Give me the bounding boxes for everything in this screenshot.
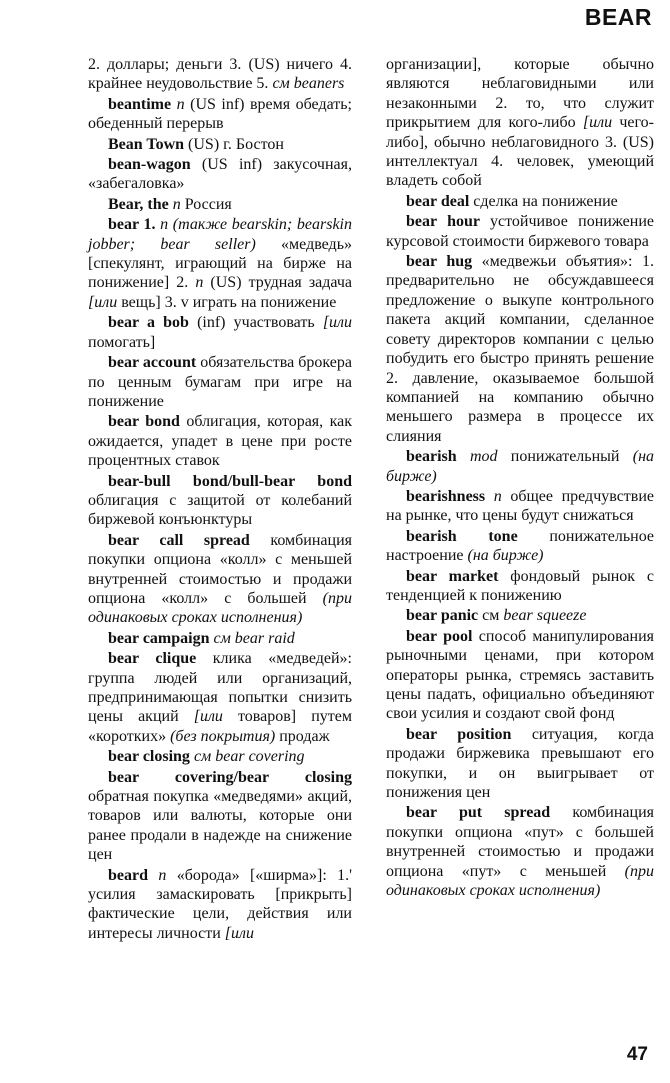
italic-label: n (также bearskin; bearskin jobber; bear seller) bbox=[88, 216, 352, 253]
definition-text: (US) г. Бостон bbox=[188, 135, 284, 153]
entry-bear-a-bob bbox=[88, 313, 352, 352]
italic-label: mod bbox=[469, 448, 511, 466]
entry-bear-pool bbox=[386, 627, 654, 724]
definition-text: общее предчувствие на рынке, что цены будут снижаться bbox=[386, 487, 655, 525]
italic-label: (на бирже) bbox=[467, 547, 544, 565]
italic-label: n bbox=[176, 95, 191, 113]
headword: bear campaign bbox=[108, 629, 214, 647]
entry-bear-clique bbox=[88, 649, 352, 746]
definition-text: понижательный bbox=[510, 448, 633, 466]
italic-label: n bbox=[172, 195, 185, 213]
entry-bearish bbox=[386, 447, 654, 486]
definition-text: Россия bbox=[184, 195, 232, 213]
headword: bear account bbox=[108, 354, 201, 372]
italic-label: n bbox=[158, 866, 177, 884]
headword: bear panic bbox=[406, 607, 483, 625]
definition-text: (US) трудная задача bbox=[210, 274, 352, 292]
italic-label: (при одинаковых сроках исполнения) bbox=[386, 862, 654, 900]
entry-bear-1 bbox=[88, 215, 352, 312]
headword: bear position bbox=[406, 725, 532, 743]
entry-bean-town bbox=[88, 135, 352, 154]
italic-label: см beaners bbox=[272, 75, 345, 93]
headword: bearish bbox=[406, 448, 470, 466]
definition-text: сделка на понижение bbox=[473, 192, 618, 210]
headword: bear covering/bear closing bbox=[108, 768, 352, 786]
definition-text: способ манипулирования рыночными ценами, при котором операторы рынка, стремясь заставить цены падать, официально объединяют свои усилия и создают свой фонд bbox=[386, 627, 654, 723]
entry-bear-market bbox=[386, 567, 654, 606]
headword: bear 1. bbox=[108, 216, 161, 234]
entry-bear-account bbox=[88, 353, 352, 411]
headword: bear market bbox=[406, 567, 511, 585]
definition-text: облигация, которая, как ожидается, упадет в цене при росте процентных ставок bbox=[88, 413, 352, 470]
definition-text: фондовый рынок с тенденцией к понижению bbox=[386, 567, 654, 604]
entry-bear-position bbox=[386, 725, 654, 803]
headword: beantime bbox=[108, 95, 177, 113]
italic-label: bear squeeze bbox=[503, 607, 587, 625]
italic-label: (без покрытия) bbox=[170, 727, 280, 745]
entry-bear-closing bbox=[88, 747, 352, 766]
definition-text: клика «медведей»: группа людей или организаций, предпринимающая попытки снизить цены акций bbox=[88, 650, 353, 726]
definition-text: устойчивое понижение курсовой стоимости биржевого товара bbox=[386, 213, 655, 250]
definition-text: (US inf) время обедать; обеденный перерыв bbox=[88, 95, 353, 133]
definition-text: организации], которые обычно являются неблаговидными или незаконными 2. то, что служит прикрытием для кого-либо bbox=[386, 56, 654, 132]
headword: bear hour bbox=[406, 213, 491, 231]
entry-beard-cont bbox=[386, 55, 654, 191]
definition-text: продаж bbox=[279, 727, 330, 745]
headword: bear bond bbox=[108, 413, 187, 431]
headword: bear call spread bbox=[108, 531, 271, 549]
definition-text: помогать] bbox=[88, 333, 156, 351]
headword: bearishness bbox=[406, 487, 494, 505]
italic-label: [или bbox=[322, 314, 353, 332]
entry-cont bbox=[88, 55, 352, 94]
headword: bear put spread bbox=[406, 804, 573, 822]
headword: bear a bob bbox=[108, 314, 198, 332]
headword: beard bbox=[108, 866, 159, 884]
entry-bean-wagon bbox=[88, 155, 352, 194]
italic-label: (на бирже) bbox=[386, 448, 654, 485]
italic-label: см bear covering bbox=[193, 748, 305, 766]
entry-beard bbox=[88, 866, 352, 944]
entry-bearish-tone bbox=[386, 527, 654, 566]
headword: bear deal bbox=[406, 192, 474, 210]
entry-bearishness bbox=[386, 487, 654, 526]
headword: Bear, the bbox=[108, 195, 173, 213]
running-head: BEAR bbox=[584, 4, 652, 30]
headword: bear hug bbox=[406, 253, 482, 271]
entry-bear-the bbox=[88, 195, 352, 214]
definition-text: «медвежьи объятия»: 1. предварительно не обсуждавшееся предложение о выкупе контрольного пакета акций компании, сделанное совету директоров компании с целью побудить его быстро принять решение 2. давление, оказываемое большой компанией на компанию обычно меньшего размера в процессе их слияния bbox=[386, 253, 654, 445]
definition-text: «медведь» [спекулянт, играющий на бирже на понижение] 2. bbox=[88, 235, 352, 292]
entry-bear-hug bbox=[386, 252, 654, 446]
entry-bear-bull-bond bbox=[88, 472, 352, 530]
entry-bear-covering bbox=[88, 768, 352, 865]
headword: bear pool bbox=[406, 627, 479, 645]
definition-text: чего-либо], обычно неблаговидного 3. (US) интеллектуал 4. человек, умеющий владеть собой bbox=[386, 114, 654, 190]
italic-label: [или bbox=[193, 708, 239, 726]
italic-label: [или bbox=[224, 924, 254, 942]
definition-text: обратная покупка «медведями» акций, товаров или валюты, которые они ранее продали в надежде на снижение цен bbox=[88, 788, 352, 864]
italic-label: [или bbox=[88, 293, 122, 311]
definition-text: (US inf) закусочная, «забегаловка» bbox=[88, 156, 352, 193]
definition-text: комбинация покупки опциона «колл» с меньшей внутренней стоимостью и продажи опциона «колл» с большей bbox=[88, 531, 352, 607]
headword: bearish tone bbox=[406, 527, 550, 545]
italic-label: см bear raid bbox=[213, 629, 295, 647]
entry-bear-put-spread bbox=[386, 803, 654, 900]
definition-text: см bbox=[482, 607, 504, 625]
italic-label: [или bbox=[582, 114, 620, 132]
italic-label: n bbox=[493, 487, 511, 505]
entry-bear-call-spread bbox=[88, 531, 352, 628]
definition-text: облигация с защитой от колебаний биржевой конъюнктуры bbox=[88, 491, 352, 529]
page-number: 47 bbox=[626, 1044, 648, 1065]
italic-label: n bbox=[195, 274, 211, 292]
definition-text: обязательства брокера по ценным бумагам при игре на понижение bbox=[88, 354, 352, 410]
definition-text: 2. доллары; деньги 3. (US) ничего 4. крайнее неудовольствие 5. bbox=[88, 56, 352, 93]
definition-text: товаров] путем «коротких» bbox=[88, 708, 352, 745]
entry-bear-hour bbox=[386, 212, 654, 251]
definition-text: понижательное настроение bbox=[386, 527, 654, 565]
entry-bear-deal bbox=[386, 192, 654, 211]
headword: bear closing bbox=[108, 748, 194, 766]
definition-text: ситуация, когда продажи биржевика превышают его покупки, и он выигрывает от понижения цен bbox=[386, 725, 654, 802]
definition-text: вещь] 3. v играть на понижение bbox=[121, 293, 337, 311]
entry-bear-panic bbox=[386, 606, 654, 625]
entry-bear-bond bbox=[88, 412, 352, 470]
headword: bean-wagon bbox=[108, 156, 202, 174]
right-column bbox=[386, 55, 654, 901]
definition-text: «борода» [«ширма»]: 1.' усилия замаскировать [прикрыть] фактические цели, действия или интересы личности bbox=[88, 866, 353, 942]
entry-beantime bbox=[88, 95, 352, 134]
definition-text: (inf) участвовать bbox=[197, 314, 323, 332]
left-column bbox=[88, 55, 352, 944]
italic-label: (при одинаковых сроках исполнения) bbox=[88, 589, 352, 627]
headword: bear clique bbox=[108, 650, 213, 668]
headword: bear-bull bond/bull-bear bond bbox=[108, 472, 352, 490]
definition-text: комбинация покупки опциона «пут» с большей внутренней стоимостью и продажи опциона «пут» с меньшей bbox=[386, 804, 654, 880]
headword: Bean Town bbox=[108, 135, 189, 153]
entry-bear-campaign bbox=[88, 629, 352, 648]
